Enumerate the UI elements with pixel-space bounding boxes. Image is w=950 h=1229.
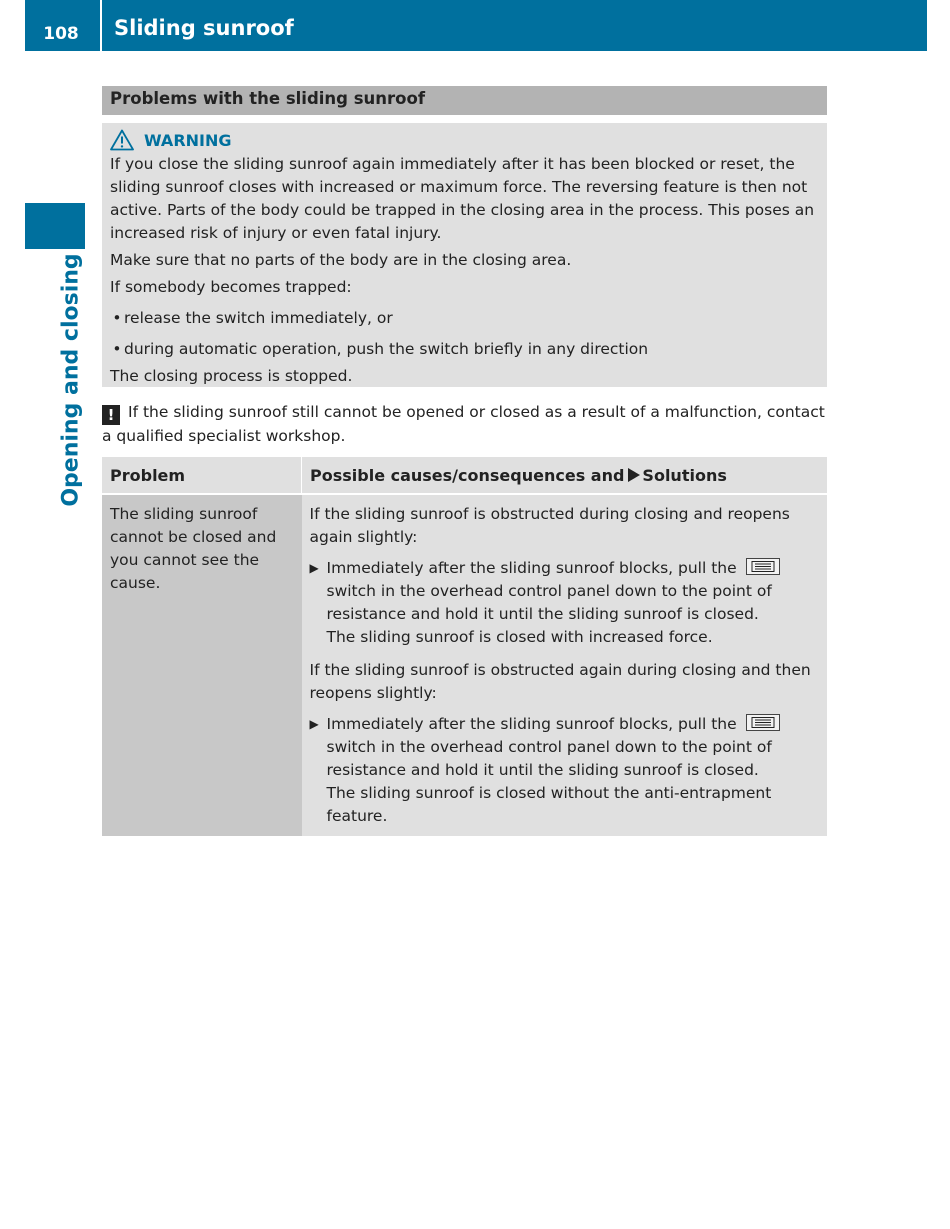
warning-paragraph-2: Make sure that no parts of the body are in the closing area. xyxy=(110,251,572,269)
step-2-text-start: Immediately after the sliding sunroof blocks, pull the xyxy=(326,715,737,733)
sunroof-switch-icon xyxy=(746,714,780,731)
warning-bullet-text: during automatic operation, push the switch briefly in any direction xyxy=(124,340,649,358)
warning-label: WARNING xyxy=(144,130,232,150)
page-title: Sliding sunroof xyxy=(114,16,294,40)
header-divider xyxy=(100,0,102,51)
step-arrow-icon: ▶ xyxy=(309,717,319,731)
solution-step-2 xyxy=(310,713,820,828)
solutions-header-prefix: Possible causes/consequences and xyxy=(310,465,625,485)
bullet-dot: • xyxy=(112,309,122,327)
section-heading: Problems with the sliding sunroof xyxy=(102,86,827,115)
warning-triangle-icon xyxy=(110,129,134,151)
sunroof-switch-icon xyxy=(746,558,780,575)
page-number: 108 xyxy=(43,24,79,44)
warning-bullet xyxy=(110,338,819,361)
step-2-result: The sliding sunroof is closed without the anti-entrapment feature. xyxy=(326,784,772,825)
problem-cell: The sliding sunroof cannot be closed and you cannot see the cause. xyxy=(102,494,302,836)
case-description-2: If the sliding sunroof is obstructed again during closing and then reopens slightly: xyxy=(309,661,811,702)
chapter-tab-marker xyxy=(25,203,85,249)
step-1-result: The sliding sunroof is closed with increased force. xyxy=(326,628,713,646)
solution-step-1 xyxy=(310,557,820,649)
chapter-label: Opening and closing xyxy=(58,253,84,507)
warning-title xyxy=(110,127,819,153)
notice-text: If the sliding sunroof still cannot be opened or closed as a result of a malfunction, contact a qualified specialist workshop. xyxy=(102,403,825,445)
column-header-problem: Problem xyxy=(102,457,302,494)
notice xyxy=(102,401,832,448)
step-arrow-icon: ▶ xyxy=(309,561,319,575)
bullet-dot: • xyxy=(112,340,122,358)
case-description-1: If the sliding sunroof is obstructed during closing and reopens again slightly: xyxy=(309,505,790,546)
warning-paragraph-1: If you close the sliding sunroof again immediately after it has been blocked or reset, the sliding sunroof closes with increased or maximum force. The reversing feature is then not active. Parts of the body could be trapped in the closing area in the process. This poses an increased risk of injury or even fatal injury. xyxy=(110,155,815,242)
warning-bullet xyxy=(110,307,819,330)
warning-bullet-text: release the switch immediately, or xyxy=(124,309,393,327)
table-row xyxy=(102,494,827,836)
step-2-text-end: switch in the overhead control panel down to the point of resistance and hold it until the sliding sunroof is closed. xyxy=(326,738,772,779)
play-arrow-icon xyxy=(628,468,640,482)
column-header-solutions xyxy=(302,457,828,494)
step-1-text-end: switch in the overhead control panel down to the point of resistance and hold it until the sliding sunroof is closed. xyxy=(326,582,772,623)
warning-box xyxy=(102,123,827,387)
table-header-row xyxy=(102,457,827,494)
step-1-text-start: Immediately after the sliding sunroof blocks, pull the xyxy=(326,559,737,577)
troubleshooting-table xyxy=(102,457,827,836)
warning-paragraph-4: The closing process is stopped. xyxy=(110,367,353,385)
exclamation-icon: ! xyxy=(102,405,120,425)
solutions-header-suffix: Solutions xyxy=(642,465,727,485)
warning-paragraph-3: If somebody becomes trapped: xyxy=(110,278,352,296)
solution-cell xyxy=(302,494,828,836)
